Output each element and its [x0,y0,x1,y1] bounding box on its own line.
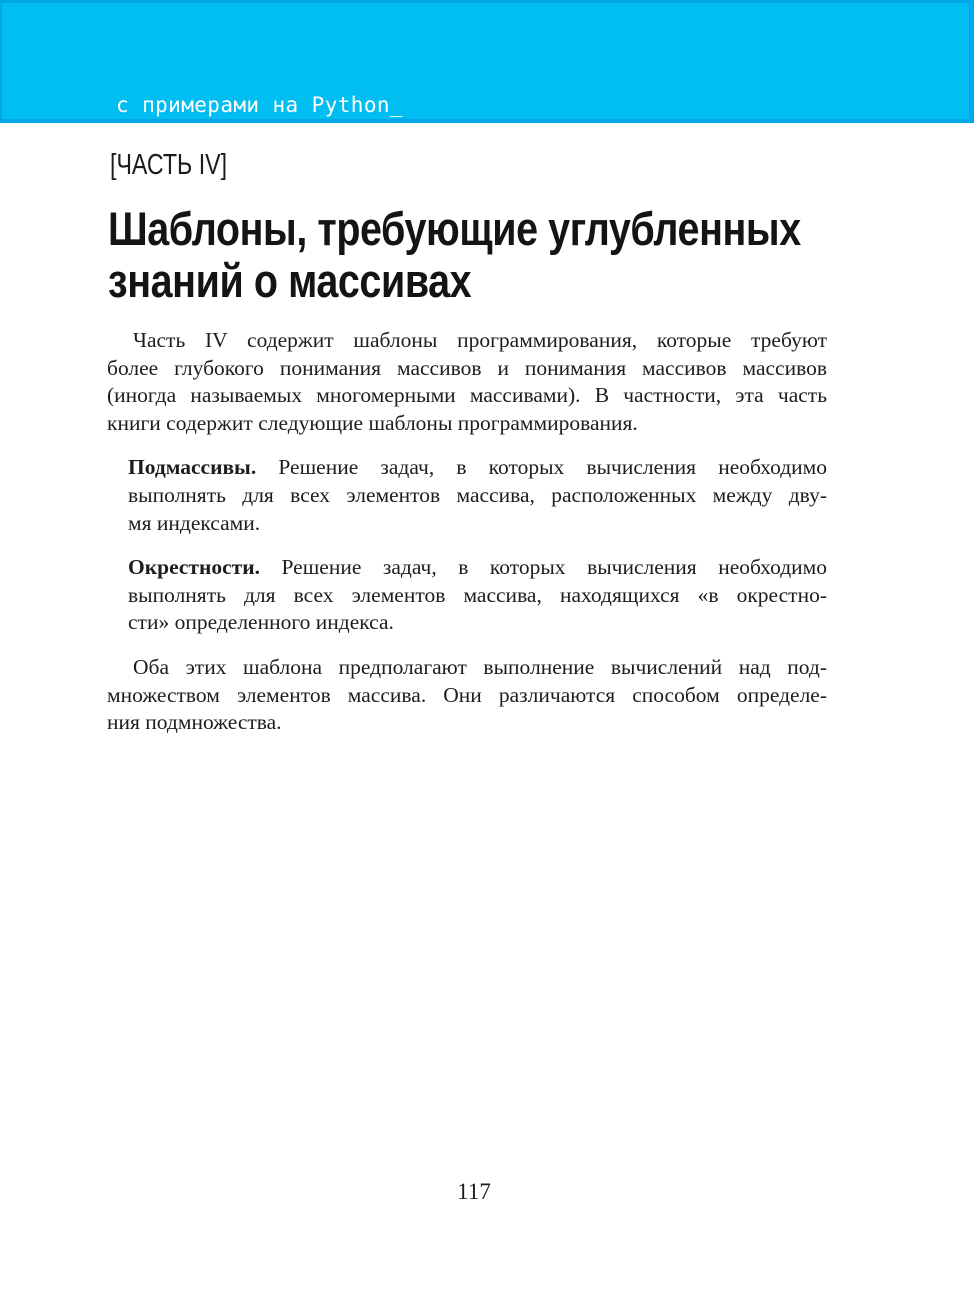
text-line: выполнять для всех элементов массива, расположенных между дву- [128,482,827,507]
text-line: Оба этих шаблона предполагают выполнение вычислений над под- [133,654,827,679]
text-line: ния подмножества. [107,710,282,735]
header-band-text: с примерами на Python_ [116,93,403,117]
text-line: выполнять для всех элементов массива, находящихся «в окрестно- [128,582,827,607]
definition-lead: Подмассивы. [128,455,257,480]
body-paragraph [107,327,827,437]
header-band [0,0,974,123]
text-line: Часть IV содержит шаблоны программирования, которые требуют [133,328,827,352]
text-line: более глубокого понимания массивов и понимания массивов массивов [107,355,827,380]
definition-paragraph [128,454,827,537]
text-line: множеством элементов массива. Они различаются способом определе- [107,682,827,707]
page-title [108,203,801,307]
text-line: сти» определенного индекса. [128,610,394,635]
definition-paragraph [128,554,827,637]
page-number: 117 [457,1179,491,1204]
body-text [107,327,827,737]
text-line: (иногда называемых многомерными массивами). В частности, эта часть [107,383,827,408]
page-title-line-2: знаний о массивах [108,254,472,307]
definition-lead: Окрестности. [128,555,260,580]
text-line: книги содержит следующие шаблоны программирования. [107,410,638,435]
text-line: Подмассивы. Решение задач, в которых вычисления необходимо [128,455,827,480]
text-line: мя индексами. [128,510,261,535]
body-paragraph [107,654,827,737]
page-title-line-1: Шаблоны, требующие углубленных [108,202,801,255]
part-label: [ЧАСТЬ IV] [110,149,228,181]
text-line: Окрестности. Решение задач, в которых вычисления необходимо [128,555,827,580]
